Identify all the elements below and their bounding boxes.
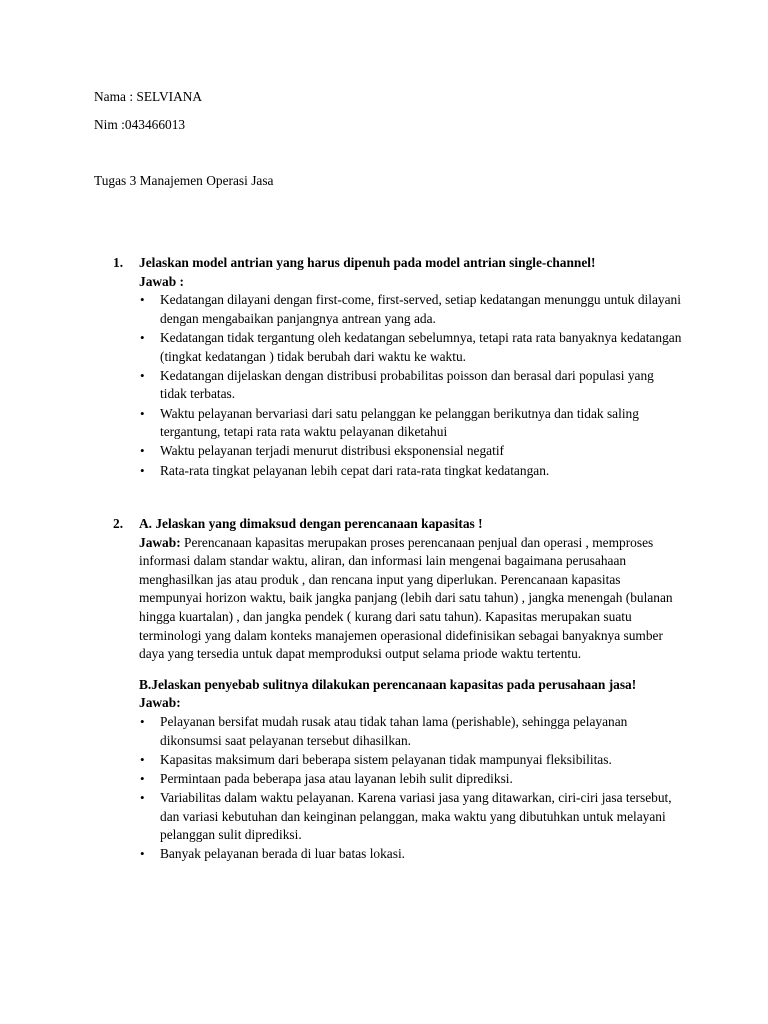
bullet-icon: • xyxy=(140,846,145,862)
question-1-number: 1. xyxy=(113,255,124,270)
list-item: • Pelayanan bersifat mudah rusak atau tidak tahan lama (perishable), sehingga pelayanan dikonsumsi saat pelayanan tersebut dihasilkan. xyxy=(140,713,628,748)
question-2b-answer-list xyxy=(113,713,683,864)
student-name-line: Nama : SELVIANA xyxy=(94,89,203,104)
bullet-icon: • xyxy=(140,329,145,345)
bullet-icon: • xyxy=(140,790,145,806)
question-2b-jawab-label: Jawab: xyxy=(139,695,181,711)
list-item: • Permintaan pada beberapa jasa atau layanan lebih sulit diprediksi. xyxy=(113,770,683,789)
bullet-icon: • xyxy=(140,443,145,459)
question-2a-answer xyxy=(139,534,683,664)
list-item: • Kedatangan dijelaskan dengan distribusi probabilitas poisson dan berasal dari populasi yang tidak terbatas. xyxy=(140,367,654,402)
list-item: • Kedatangan dilayani dengan first-come, first-served, setiap kedatangan menunggu untuk dilayani dengan mengabaikan panjangnya antrean yang ada. xyxy=(140,292,681,326)
assignment-title: Tugas 3 Manajemen Operasi Jasa xyxy=(94,173,274,188)
question-1-title: Jelaskan model antrian yang harus dipenuh pada model antrian single-channel! xyxy=(139,255,596,270)
list-item: • Rata-rata tingkat pelayanan lebih cepat dari rata-rata tingkat kedatangan. xyxy=(113,462,683,481)
student-nim-line: Nim :043466013 xyxy=(94,117,186,132)
question-2b-title: B.Jelaskan penyebab sulitnya dilakukan perencanaan kapasitas pada perusahaan jasa! xyxy=(139,676,637,692)
list-item: • Waktu pelayanan terjadi menurut distribusi eksponensial negatif xyxy=(113,442,683,461)
bullet-icon: • xyxy=(140,770,145,786)
list-item: • Waktu pelayanan bervariasi dari satu pelanggan ke pelanggan berikutnya dan tidak saling tergantung, tetapi rata rata waktu pelayanan diketahui xyxy=(140,405,639,440)
bullet-icon: • xyxy=(140,292,145,308)
question-2a-answer-text: Perencanaan kapasitas merupakan proses perencanaan penjual dan operasi , memproses informasi dalam standar waktu, aliran, dan informasi lain mengenai bagaimana perusahaan menghasilkan jas atau produk , dan rencana input yang diperlukan. Perencanaan kapasitas mempunyai horizon waktu, baik jangka panjang (lebih dari satu tahun) , jangka menengah (bulanan hingga kuartalan) , dan jangka pendek ( kurang dari satu tahun). Kapasitas merupakan suatu terminologi yang dalam konteks manajemen operasional didefinisikan sebagai banyaknya sumber daya yang tersedia untuk dapat memproduksi output selama priode waktu tertentu. xyxy=(139,534,673,662)
list-item: • Kedatangan tidak tergantung oleh kedatangan sebelumnya, tetapi rata rata banyaknya kedatangan (tingkat kedatangan ) tidak berubah dari waktu ke waktu. xyxy=(140,329,682,364)
list-item: • Banyak pelayanan berada di luar batas lokasi. xyxy=(113,845,683,864)
question-1-answer-list xyxy=(113,291,683,480)
question-2a-title: A. Jelaskan yang dimaksud dengan perencanaan kapasitas ! xyxy=(139,516,483,531)
bullet-icon: • xyxy=(140,405,145,421)
question-1 xyxy=(113,254,683,481)
list-item: • Kapasitas maksimum dari beberapa sistem pelayanan tidak mampunyai fleksibilitas. xyxy=(113,751,683,770)
bullet-icon: • xyxy=(140,462,145,478)
question-2 xyxy=(113,515,683,865)
question-2a-jawab-label: Jawab: xyxy=(139,534,181,550)
question-1-jawab-label: Jawab : xyxy=(139,273,185,289)
list-item: • Variabilitas dalam waktu pelayanan. Karena variasi jasa yang ditawarkan, ciri-ciri jasa tersebut, dan variasi kebutuhan dan keinginan pelanggan, maka waktu yang dibutuhkan untuk melayani pelanggan sulit diprediksi. xyxy=(140,790,672,843)
bullet-icon: • xyxy=(140,713,145,729)
question-2-number: 2. xyxy=(113,516,124,531)
bullet-icon: • xyxy=(140,751,145,767)
bullet-icon: • xyxy=(140,367,145,383)
